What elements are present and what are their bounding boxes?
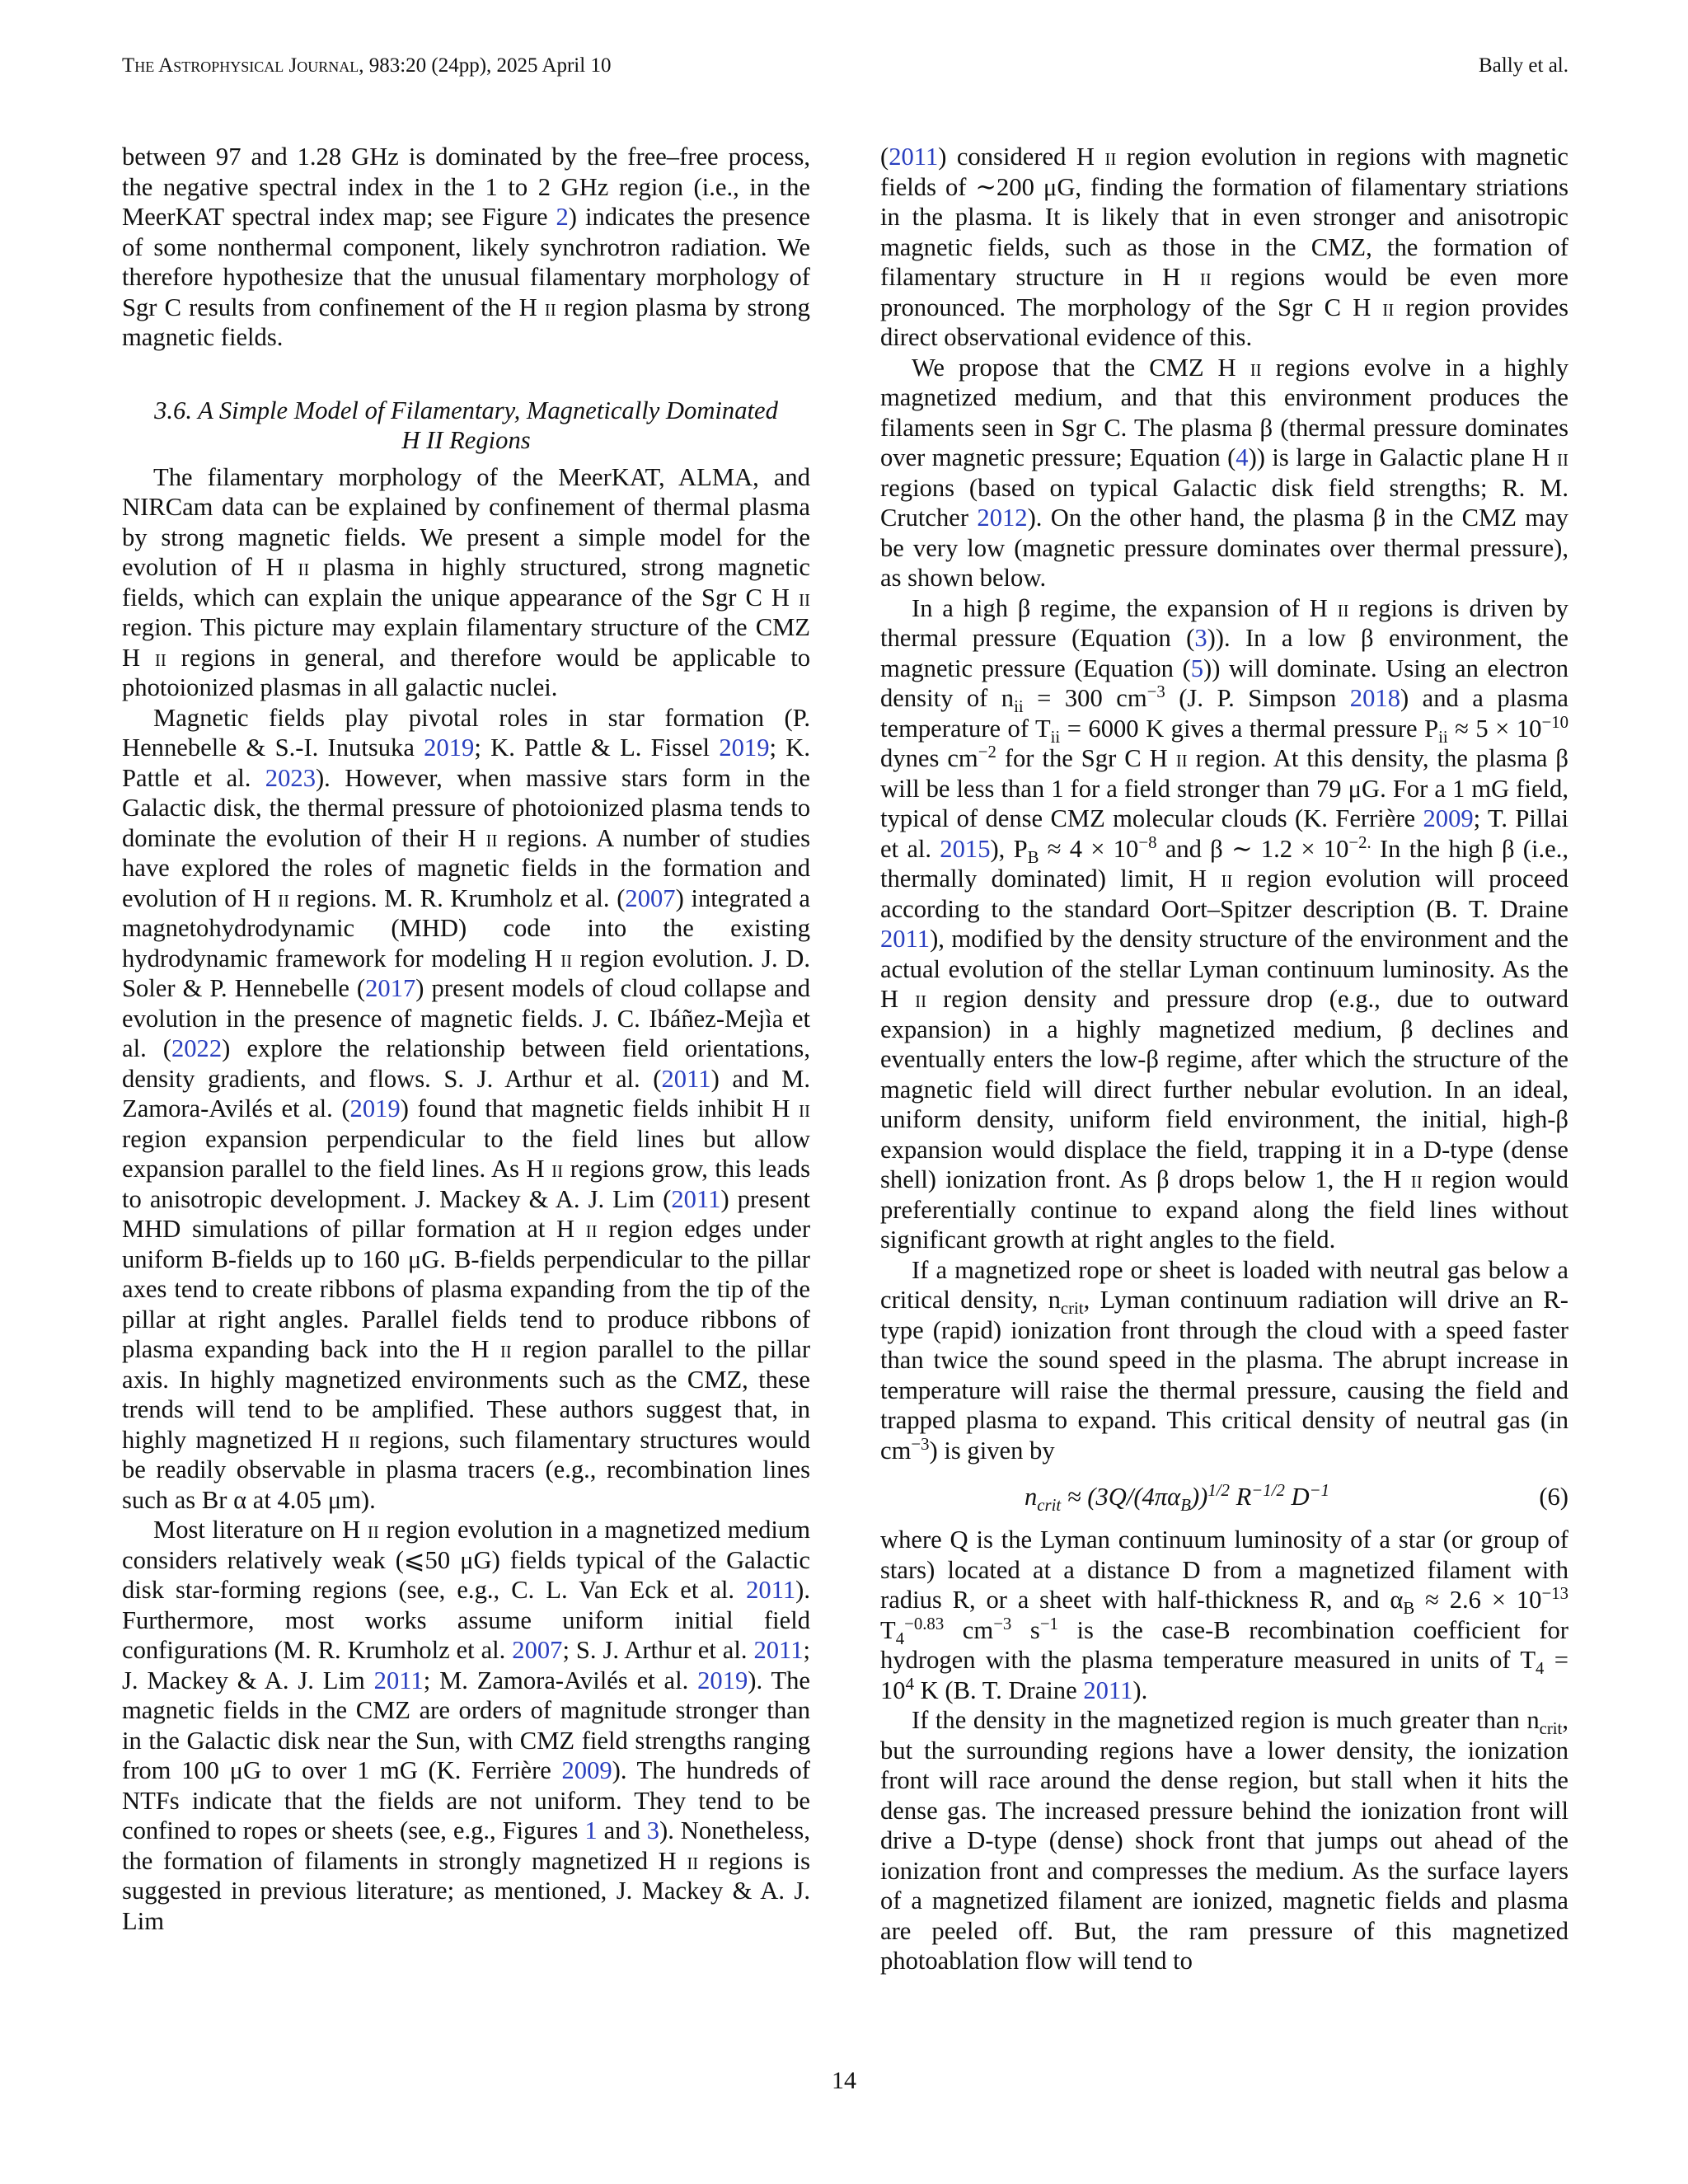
right-column [880, 142, 1568, 1976]
paragraph: The filamentary morphology of the MeerKAT, ALMA, and NIRCam data can be explained by confinement of thermal plasma by strong magnetic fields. We present a simple model for the evolution of H ii plasma in highly structured, strong magnetic fields, which can explain the unique appearance of the Sgr C H ii region. This picture may explain filamentary structure of the CMZ H ii regions in general, and therefore would be applicable to photoionized plasmas in all galactic nuclei. [122, 462, 811, 701]
citation-link[interactable]: 2011 [661, 1064, 711, 1093]
equation-link[interactable]: 5 [1190, 654, 1204, 682]
citation-link[interactable]: 2012 [977, 504, 1028, 532]
paragraph: between 97 and 1.28 GHz is dominated by the free–free process, the negative spectral index in the 1 to 2 GHz region (i.e., in the MeerKAT spectral index map; see Figure 2) indicates the presence of some nonthermal component, likely synchrotron radiation. We therefore hypothesize that the unusual filamentary morphology of Sgr C results from confinement of the H ii region plasma by strong magnetic fields. [122, 143, 810, 351]
equation-link[interactable]: 3 [1194, 624, 1207, 652]
paragraph: where Q is the Lyman continuum luminosity of a star (or group of stars) located at a distance D from a magnetized filament with radius R, or a sheet with half-thickness R, and $\alpha_B \approx 2.6 \times 10^{-13}$ $T_4^{-0.83}$ $cm^{-3}$ $s^{-1}$ is the case-B recombination coefficient for hydrogen with the plasma temperature measured in units of $T_4 = 10^4$ K (B. T. Draine 2011). [880, 1526, 1569, 1704]
section-heading [122, 396, 810, 456]
paragraph: In a high β regime, the expansion of H ii regions is driven by thermal pressure (Equation (3)). In a low β environment, the magnetic pressure (Equation (5)) will dominate. Using an electron density of $n_{ii} = 300$ $cm^{-3}$ (J. P. Simpson 2018) and a plasma temperature of $T_{ii} = 6000$ K gives a thermal pressure $P_{ii} \approx 5 \times 10^{-10}$ dynes $cm^{-2}$ for the Sgr C H ii region. At this density, the plasma β will be less than 1 for a field stronger than 79 μG. For a 1 mG field, typical of dense CMZ molecular clouds (K. Ferrière 2009; T. Pillai et al. 2015), $P_B \approx 4 \times 10^{-8}$ and β ∼ $1.2 \times 10^{-2.}$ In the high β (i.e., thermally dominated) limit, H ii region evolution will proceed according to the standard Oort–Spitzer description (B. T. Draine 2011), modified by the density structure of the environment and the actual evolution of the stellar Lyman continuum luminosity. As the H ii region density and pressure drop (e.g., due to outward expansion) in a highly magnetized medium, β declines and eventually enters the low-β regime, after which the structure of the magnetic field will direct further nebular evolution. In an ideal, uniform density, uniform field environment, the initial, high-β expansion would displace the field, trapping it in a D-type (dense shell) ionization front. As β drops below 1, the H ii region would preferentially continue to expand along the field lines without significant growth at right angles to the field. [880, 593, 1569, 1254]
paragraph: If the density in the magnetized region is much greater than $n_{crit}$, but the surrounding regions have a lower density, the ionization front will race around the dense region, but stall when it hits the dense gas. The increased pressure behind the ionization front will drive a D-type (dense) shock front that jumps out ahead of the ionization front and compresses the medium. As the surface layers of a magnetized filament are ionized, magnetic fields and plasma are peeled off. But, the ram pressure of this magnetized photoablation flow will tend to [880, 1706, 1568, 1975]
citation-link[interactable]: 2019 [697, 1666, 748, 1694]
citation-link[interactable]: 2019 [719, 733, 770, 762]
equation-6 [880, 1472, 1568, 1523]
section-heading-line: 3.6. A Simple Model of Filamentary, Magnetically Dominated [154, 396, 778, 424]
paragraph: (2011) considered H ii region evolution in regions with magnetic fields of ∼200 μG, finding the formation of filamentary striations in the plasma. It is likely that in even stronger and anisotropic magnetic fields, such as those in the CMZ, the formation of filamentary structure in H ii regions would be even more pronounced. The morphology of the Sgr C H ii region provides direct observational evidence of this. [880, 143, 1568, 351]
citation-link[interactable]: 2017 [365, 974, 416, 1002]
figure-link[interactable]: 3 [646, 1816, 660, 1844]
citation-link[interactable]: 2019 [424, 733, 475, 762]
citation-link[interactable]: 2011 [671, 1184, 721, 1213]
citation-link[interactable]: 2011 [746, 1576, 796, 1604]
citation-details: , 983:20 (24pp), 2025 April 10 [359, 54, 612, 77]
citation-link[interactable]: 2011 [373, 1666, 424, 1694]
equation-number: (6) [1539, 1483, 1568, 1511]
citation-link[interactable]: 2023 [265, 763, 316, 792]
citation-link[interactable]: 2009 [1423, 804, 1474, 832]
citation-link[interactable]: 2015 [940, 834, 991, 863]
citation-link[interactable]: 2009 [561, 1756, 612, 1784]
journal-name: The Astrophysical Journal [122, 54, 359, 77]
citation-link[interactable]: 2018 [1349, 684, 1400, 712]
section-heading-line: H II Regions [401, 426, 531, 454]
citation-link[interactable]: 2011 [753, 1636, 804, 1664]
figure-link[interactable]: 1 [584, 1816, 598, 1844]
journal-citation [122, 54, 611, 77]
equation-link[interactable]: 4 [1236, 443, 1249, 471]
citation-link[interactable]: 2011 [889, 143, 939, 171]
citation-link[interactable]: 2007 [625, 883, 676, 912]
paragraph: Most literature on H ii region evolution in a magnetized medium considers relatively weak (⩽50 μG) fields typical of the Galactic disk star-forming regions (see, e.g., C. L. Van Eck et al. 2011). Furthermore, most works assume uniform initial field configurations (M. R. Krumholz et al. 2007; S. J. Arthur et al. 2011; J. Mackey & A. J. Lim 2011; M. Zamora-Avilés et al. 2019). The magnetic fields in the CMZ are orders of magnitude stronger than in the Galactic disk near the Sun, with CMZ field strengths ranging from 100 μG to over 1 mG (K. Ferrière 2009). The hundreds of NTFs indicate that the fields are not uniform. They tend to be confined to ropes or sheets (see, e.g., Figures 1 and 3). Nonetheless, the formation of filaments in strongly magnetized H ii regions is suggested in previous literature; as mentioned, J. Mackey & A. J. Lim [122, 1516, 811, 1935]
citation-link[interactable]: 2011 [1083, 1675, 1133, 1704]
page-number: 14 [832, 2067, 856, 2094]
paragraph: We propose that the CMZ H ii regions evolve in a highly magnetized medium, and that this environment produces the filaments seen in Sgr C. The plasma β (thermal pressure dominates over magnetic pressure; Equation (4)) is large in Galactic plane H ii regions (based on typical Galactic disk field strengths; R. M. Crutcher 2012). On the other hand, the plasma β in the CMZ may be very low (magnetic pressure dominates over thermal pressure), as shown below. [880, 353, 1569, 592]
citation-link[interactable]: 2011 [880, 925, 931, 953]
paragraph: If a magnetized rope or sheet is loaded with neutral gas below a critical density, $n_{crit}$, Lyman continuum radiation will drive an R-type (rapid) ionization front through the cloud with a speed faster than twice the sound speed in the plasma. The abrupt increase in temperature will raise the thermal pressure, causing the field and trapped plasma to expand. This critical density of neutral gas (in $cm^{-3}$) is given by [880, 1255, 1568, 1465]
citation-link[interactable]: 2019 [349, 1094, 401, 1122]
equation-body: $n_{crit} \approx (3Q/(4\pi\alpha_B))^{1/2}$ $R^{-1/2}$ $D^{-1}$ [1025, 1480, 1330, 1516]
citation-link[interactable]: 2007 [512, 1636, 563, 1664]
figure-link[interactable]: 2 [556, 203, 569, 231]
running-header [122, 54, 1568, 87]
paragraph: Magnetic fields play pivotal roles in star formation (P. Hennebelle & S.-I. Inutsuka 2019; K. Pattle & L. Fissel 2019; K. Pattle et al. 2023). However, when massive stars form in the Galactic disk, the thermal pressure of photoionized plasma tends to dominate the evolution of their H ii regions. A number of studies have explored the roles of magnetic fields in the formation and evolution of H ii regions. M. R. Krumholz et al. (2007) integrated a magnetohydrodynamic (MHD) code into the existing hydrodynamic framework for modeling H ii region evolution. J. D. Soler & P. Hennebelle (2017) present models of cloud collapse and evolution in the presence of magnetic fields. J. C. Ibáñez-Mejìa et al. (2022) explore the relationship between field orientations, density gradients, and flows. S. J. Arthur et al. (2011) and M. Zamora-Avilés et al. (2019) found that magnetic fields inhibit H ii region expansion perpendicular to the field lines but allow expansion parallel to the field lines. As H ii regions grow, this leads to anisotropic development. J. Mackey & A. J. Lim (2011) present MHD simulations of pillar formation at H ii region edges under uniform B-fields up to 160 μG. B-fields perpendicular to the pillar axes tend to create ribbons of plasma expanding from the tip of the pillar at right angles. Parallel fields tend to produce ribbons of plasma expanding back into the H ii region parallel to the pillar axis. In highly magnetized environments such as the CMZ, these trends will tend to be amplified. These authors suggest that, in highly magnetized H ii regions, such filamentary structures would be readily observable in plasma tracers (e.g., recombination lines such as Br α at 4.05 μm). [122, 703, 811, 1514]
citation-link[interactable]: 2022 [171, 1034, 223, 1062]
left-column [122, 142, 810, 1936]
author-header: Bally et al. [1479, 54, 1568, 77]
